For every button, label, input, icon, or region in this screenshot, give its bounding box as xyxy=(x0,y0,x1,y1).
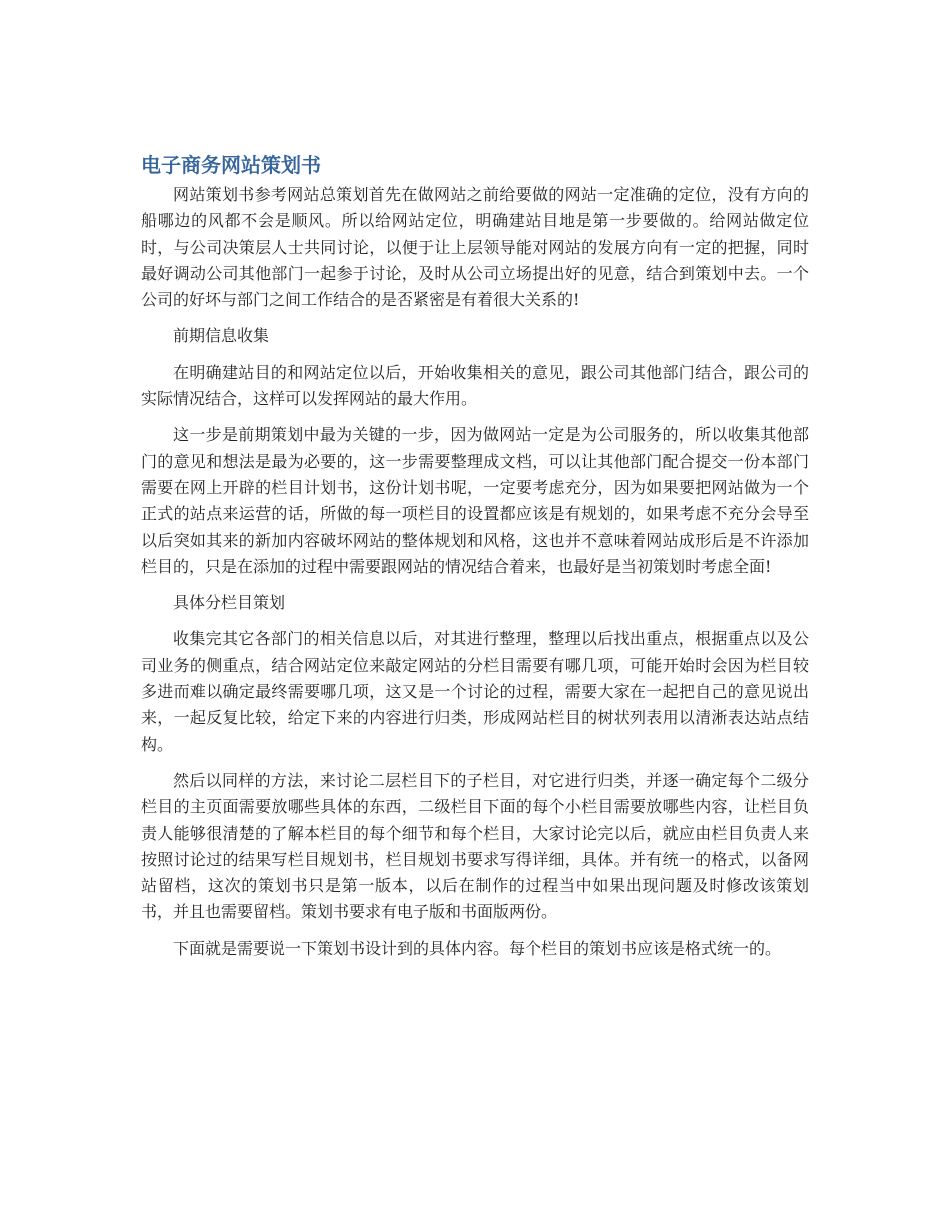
section-heading-info-collection: 前期信息收集 xyxy=(173,326,270,346)
paragraph-sub-columns: 然后以同样的方法，来讨论二层栏目下的子栏目，对它进行归类，并逐一确定每个二级分栏目的主页面需要放哪些具体的东西，二级栏目下面的每个小栏目需要放哪些内容，让栏目负责人能够很清楚的了解本栏目的每个细节和每个栏目，大家讨论完以后，就应由栏目负责人来按照讨论过的结果写栏目规划书，栏目规划书要求写得详细，具体。并有统一的格式，以备网站留档，这次的策划书只是第一版本，以后在制作的过程当中如果出现问题及时修改该策划书，并且也需要留档。策划书要求有电子版和书面版两份。 xyxy=(141,770,809,922)
document-title: 电子商务网站策划书 xyxy=(141,153,321,177)
document-body xyxy=(141,150,809,972)
section-heading-column-planning: 具体分栏目策划 xyxy=(173,593,286,613)
paragraph-key-step: 这一步是前期策划中最为关键的一步，因为做网站一定是为公司服务的，所以收集其他部门的意见和想法是最为必要的，这一步需要整理成文档，可以让其他部门配合提交一份本部门需要在网上开辟的栏目计划书，这份计划书呢，一定要考虑充分，因为如果要把网站做为一个正式的站点来运营的话，所做的每一项栏目的设置都应该是有规划的，如果考虑不充分会导至以后突如其来的新加内容破坏网站的整体规划和风格，这也并不意味着网站成形后是不许添加栏目的，只是在添加的过程中需要跟网站的情况结合着来，也最好是当初策划时考虑全面! xyxy=(141,425,809,576)
paragraph-plan-content: 下面就是需要说一下策划书设计到的具体内容。每个栏目的策划书应该是格式统一的。 xyxy=(173,938,782,958)
paragraph-column-planning: 收集完其它各部门的相关信息以后，对其进行整理，整理以后找出重点，根据重点以及公司业务的侧重点，结合网站定位来敲定网站的分栏目需要有哪几项，可能开始时会因为栏目较多进而难以确定最终需要哪几项，这又是一个讨论的过程，需要大家在一起把自己的意见说出来，一起反复比较，给定下来的内容进行归类，形成网站栏目的树状列表用以清淅表达站点结构。 xyxy=(141,629,809,754)
paragraph-intro: 网站策划书参考网站总策划首先在做网站之前给要做的网站一定准确的定位，没有方向的船哪边的风都不会是顺风。所以给网站定位，明确建站目地是第一步要做的。给网站做定位时，与公司决策层人士共同讨论，以便于让上层领导能对网站的发展方向有一定的把握，同时最好调动公司其他部门一起参于讨论，及时从公司立场提出好的见意，结合到策划中去。一个公司的好坏与部门之间工作结合的是否紧密是有着很大关系的! xyxy=(141,185,809,310)
paragraph-info-collection: 在明确建站目的和网站定位以后，开始收集相关的意见，跟公司其他部门结合，跟公司的实际情况结合，这样可以发挥网站的最大作用。 xyxy=(141,362,809,409)
